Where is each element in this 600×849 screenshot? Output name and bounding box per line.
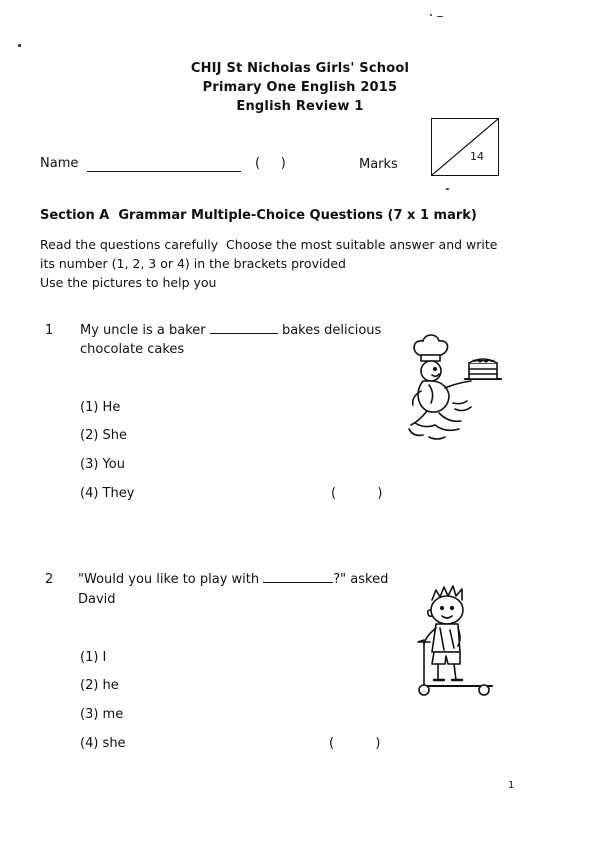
scan-speck <box>430 14 432 16</box>
name-label: Name <box>40 156 79 171</box>
paper-title: Primary One English 2015 <box>202 80 398 95</box>
review-title: English Review 1 <box>236 99 364 114</box>
question-text-before: "Would you like to play with <box>78 572 260 587</box>
option: (1) He <box>80 400 121 415</box>
option: (4) she <box>80 736 126 751</box>
option: (2) She <box>80 428 128 443</box>
answer-bracket[interactable]: ( ) <box>329 736 381 751</box>
option: (2) he <box>80 678 119 693</box>
boy-scooter-illustration <box>412 580 496 700</box>
school-name: CHIJ St Nicholas Girls' School <box>190 61 410 76</box>
name-field[interactable] <box>87 171 241 172</box>
marks-box-diagonal <box>432 119 498 175</box>
register-number-brackets: ( ) <box>255 156 286 171</box>
answer-blank <box>210 333 278 334</box>
question-2-text <box>78 572 388 587</box>
instructions-line-2: its number (1, 2, 3 or 4) in the brackets provided <box>40 256 346 271</box>
question-1-text <box>80 323 381 338</box>
answer-bracket[interactable]: ( ) <box>331 486 383 501</box>
section-title: Section A Grammar Multiple-Choice Questions (7 x 1 mark) <box>40 208 477 223</box>
question-text-after: ?" asked <box>333 572 389 587</box>
marks-box <box>431 118 499 176</box>
question-number: 2 <box>45 572 54 587</box>
option: (3) me <box>80 707 124 722</box>
option: (3) You <box>80 457 125 472</box>
question-text-after: bakes delicious <box>281 323 382 338</box>
option: (1) I <box>80 650 107 665</box>
question-text-before: My uncle is a baker <box>80 323 206 338</box>
question-number: 1 <box>45 323 54 338</box>
scan-speck <box>18 44 21 47</box>
option: (4) They <box>80 486 135 501</box>
page-number: 1 <box>508 780 515 791</box>
scan-speck <box>446 188 449 190</box>
scan-speck <box>437 16 443 17</box>
marks-label: Marks <box>359 157 398 172</box>
instructions-line-3: Use the pictures to help you <box>40 275 217 290</box>
answer-blank <box>263 582 333 583</box>
instructions-line-1: Read the questions carefully Choose the most suitable answer and write <box>40 237 498 252</box>
marks-score: 14 <box>470 150 484 163</box>
question-2-text-line2: David <box>78 592 116 607</box>
baker-illustration <box>405 333 505 443</box>
question-1-text-line2: chocolate cakes <box>80 342 185 357</box>
